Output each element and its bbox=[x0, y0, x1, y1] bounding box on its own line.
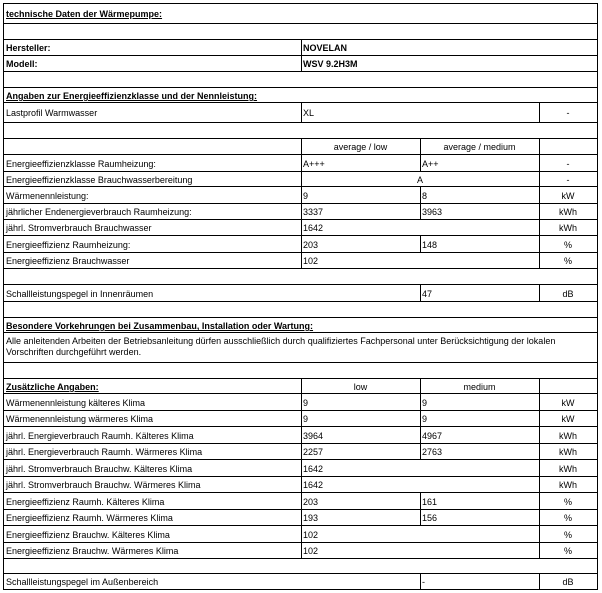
manufacturer-row bbox=[4, 40, 597, 56]
table-row bbox=[4, 526, 597, 543]
datasheet-title: technische Daten der Wärmepumpe: bbox=[6, 9, 163, 19]
row-label: Energieeffizienz Raumh. Kälteres Klima bbox=[6, 497, 165, 507]
table-row bbox=[4, 493, 597, 510]
sound-indoor-unit: dB bbox=[562, 289, 574, 299]
value-medium: 4967 bbox=[422, 431, 443, 441]
spacer-row bbox=[4, 269, 597, 285]
table-row bbox=[4, 204, 597, 220]
spacer-row bbox=[4, 559, 597, 574]
sound-outdoor-unit: dB bbox=[562, 577, 574, 587]
table-row bbox=[4, 510, 597, 526]
row-label: Energieeffizienz Raumheizung: bbox=[6, 240, 131, 250]
row-unit: kW bbox=[561, 398, 575, 408]
value-low: 102 bbox=[303, 256, 319, 266]
load-profile-unit: - bbox=[566, 108, 570, 118]
value-medium: 8 bbox=[422, 191, 428, 201]
precautions-text: Alle anleitenden Arbeiten der Betriebsanleitung dürfen ausschließlich durch qualifiziertes Fachpersonal unter Berücksichtigung der lokalen Vorschriften durchgeführt werden. bbox=[6, 336, 556, 357]
row-label: Energieeffizienz Brauchw. Kälteres Klima bbox=[6, 530, 170, 540]
energy-section-title: Angaben zur Energieeffizienzklasse und der Nennleistung: bbox=[6, 91, 258, 101]
value-low: A+++ bbox=[303, 159, 325, 169]
value-medium: 2763 bbox=[422, 447, 443, 457]
value-low: 9 bbox=[303, 414, 309, 424]
spacer-row bbox=[4, 302, 597, 318]
row-label: Wärmenennleistung kälteres Klima bbox=[6, 398, 146, 408]
precautions-title: Besondere Vorkehrungen bei Zusammenbau, Installation oder Wartung: bbox=[6, 321, 314, 331]
value-medium: 9 bbox=[422, 414, 428, 424]
col-header-low: low bbox=[353, 382, 368, 392]
value-low: 9 bbox=[303, 191, 309, 201]
additional-header-row bbox=[4, 379, 597, 394]
sound-outdoor-row bbox=[4, 574, 597, 590]
spacer-row bbox=[4, 123, 597, 139]
col-header-medium: medium bbox=[463, 382, 496, 392]
value-low: 1642 bbox=[303, 464, 324, 474]
row-label: jährlicher Endenergieverbrauch Raumheizung: bbox=[6, 207, 192, 217]
col-header-average-medium: average / medium bbox=[443, 142, 516, 152]
value-low: 1642 bbox=[303, 480, 324, 490]
load-profile-label: Lastprofil Warmwasser bbox=[6, 108, 98, 118]
table-row bbox=[4, 172, 597, 187]
row-unit: % bbox=[563, 513, 572, 523]
row-label: Energieeffizienzklasse Brauchwasserbereitung bbox=[6, 175, 193, 185]
row-unit: % bbox=[563, 256, 572, 266]
value-low: 102 bbox=[303, 546, 319, 556]
spacer-row bbox=[4, 24, 597, 40]
row-label: Energieeffizienzklasse Raumheizung: bbox=[6, 159, 156, 169]
row-unit: - bbox=[566, 175, 570, 185]
row-unit: - bbox=[566, 159, 570, 169]
value-medium: 156 bbox=[422, 513, 438, 523]
value-medium: 161 bbox=[422, 497, 438, 507]
row-label: Energieeffizienz Brauchw. Wärmeres Klima bbox=[6, 546, 179, 556]
value-medium: 3963 bbox=[422, 207, 443, 217]
row-unit: % bbox=[563, 497, 572, 507]
table-row bbox=[4, 427, 597, 444]
value-medium: A++ bbox=[422, 159, 439, 169]
table-row bbox=[4, 155, 597, 172]
value-low: 203 bbox=[303, 240, 319, 250]
table-row bbox=[4, 394, 597, 411]
row-unit: kW bbox=[561, 414, 575, 424]
row-unit: kWh bbox=[559, 431, 577, 441]
row-label: Energieeffizienz Brauchwasser bbox=[6, 256, 130, 266]
table-row bbox=[4, 236, 597, 253]
sound-outdoor-value: - bbox=[422, 577, 425, 587]
model-value: WSV 9.2H3M bbox=[303, 59, 358, 69]
row-unit: kWh bbox=[559, 447, 577, 457]
table-row bbox=[4, 477, 597, 493]
row-label: Wärmenennleistung: bbox=[6, 191, 89, 201]
row-unit: kW bbox=[561, 191, 575, 201]
table-row bbox=[4, 187, 597, 204]
sound-indoor-label: Schallleistungspegel in Innenräumen bbox=[6, 289, 154, 299]
row-label: jährl. Stromverbrauch Brauchw. Kälteres Klima bbox=[6, 464, 193, 474]
value-low: 203 bbox=[303, 497, 319, 507]
row-unit: % bbox=[563, 530, 572, 540]
precautions-title-row bbox=[4, 318, 597, 333]
value-low: 1642 bbox=[303, 223, 324, 233]
value-low: 3337 bbox=[303, 207, 324, 217]
load-profile-value: XL bbox=[303, 108, 315, 118]
row-unit: kWh bbox=[559, 223, 577, 233]
heat-pump-datasheet bbox=[3, 3, 598, 590]
row-label: jährl. Energieverbrauch Raumh. Wärmeres Klima bbox=[6, 447, 203, 457]
row-unit: kWh bbox=[559, 464, 577, 474]
value-low: 9 bbox=[303, 398, 309, 408]
value-low: 2257 bbox=[303, 447, 324, 457]
datasheet-title-row bbox=[4, 4, 597, 24]
load-profile-row bbox=[4, 103, 597, 123]
table-row bbox=[4, 411, 597, 427]
value-low: 3964 bbox=[303, 431, 324, 441]
table-row bbox=[4, 543, 597, 559]
row-unit: % bbox=[563, 546, 572, 556]
additional-title: Zusätzliche Angaben: bbox=[6, 382, 99, 392]
model-row bbox=[4, 56, 597, 72]
value-medium: 9 bbox=[422, 398, 428, 408]
spacer-row bbox=[4, 72, 597, 88]
row-unit: % bbox=[563, 240, 572, 250]
row-label: jährl. Stromverbrauch Brauchwasser bbox=[6, 223, 152, 233]
spacer-row bbox=[4, 363, 597, 379]
table-row bbox=[4, 444, 597, 460]
manufacturer-label: Hersteller: bbox=[6, 43, 51, 53]
col-header-average-low: average / low bbox=[333, 142, 388, 152]
row-label: Wärmenennleistung wärmeres Klima bbox=[6, 414, 154, 424]
energy-section-title-row bbox=[4, 88, 597, 103]
table-row bbox=[4, 460, 597, 477]
model-label: Modell: bbox=[6, 59, 38, 69]
manufacturer-value: NOVELAN bbox=[303, 43, 348, 53]
value-low: 102 bbox=[303, 530, 319, 540]
sound-outdoor-label: Schallleistungspegel im Außenbereich bbox=[6, 577, 159, 587]
row-label: Energieeffizienz Raumh. Wärmeres Klima bbox=[6, 513, 173, 523]
sound-indoor-row bbox=[4, 285, 597, 302]
precautions-text-row bbox=[4, 333, 597, 363]
table-row bbox=[4, 220, 597, 236]
energy-table-header bbox=[4, 139, 597, 155]
value-medium: 148 bbox=[422, 240, 438, 250]
row-label: jährl. Energieverbrauch Raumh. Kälteres Klima bbox=[6, 431, 194, 441]
row-unit: kWh bbox=[559, 207, 577, 217]
sound-indoor-value: 47 bbox=[422, 289, 433, 299]
table-row bbox=[4, 253, 597, 269]
row-unit: kWh bbox=[559, 480, 577, 490]
row-label: jährl. Stromverbrauch Brauchw. Wärmeres Klima bbox=[6, 480, 201, 490]
value-merged: A bbox=[416, 175, 423, 185]
value-low: 193 bbox=[303, 513, 319, 523]
